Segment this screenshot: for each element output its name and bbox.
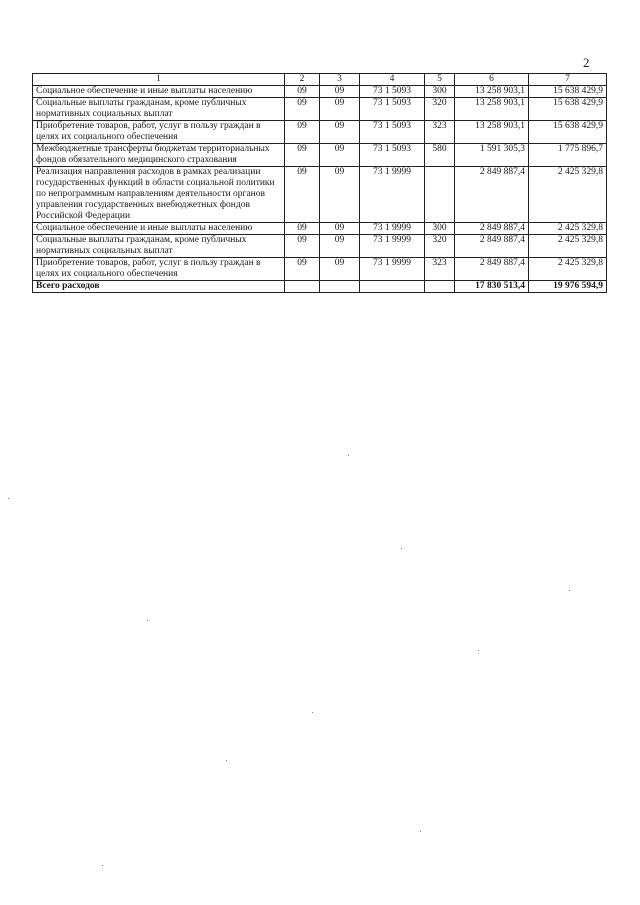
table-row [33, 167, 607, 223]
column-header-6: 6 [455, 74, 529, 86]
empty-cell [285, 281, 320, 293]
row-name: Социальное обеспечение и иные выплаты населению [33, 223, 285, 235]
target-article-code: 73 1 5093 [360, 86, 425, 98]
section-code: 09 [285, 167, 320, 223]
amount-col-6: 13 258 903,1 [455, 86, 529, 98]
table-row [33, 223, 607, 235]
amount-col-6: 13 258 903,1 [455, 98, 529, 121]
amount-col-7: 2 425 329,8 [529, 223, 607, 235]
budget-expenditure-table [32, 73, 607, 293]
section-code: 09 [285, 98, 320, 121]
amount-col-6: 2 849 887,4 [455, 258, 529, 281]
expense-type-code: 320 [425, 235, 455, 258]
section-code: 09 [285, 223, 320, 235]
row-name: Социальные выплаты гражданам, кроме публичных нормативных социальных выплат [33, 98, 285, 121]
column-header-7: 7 [529, 74, 607, 86]
subsection-code: 09 [320, 223, 360, 235]
subsection-code: 09 [320, 167, 360, 223]
subsection-code: 09 [320, 98, 360, 121]
subsection-code: 09 [320, 258, 360, 281]
section-code: 09 [285, 144, 320, 167]
expense-type-code: 320 [425, 98, 455, 121]
expense-type-code [425, 167, 455, 223]
expense-type-code: 323 [425, 121, 455, 144]
subsection-code: 09 [320, 86, 360, 98]
table-row [33, 98, 607, 121]
target-article-code: 73 1 9999 [360, 258, 425, 281]
amount-col-6: 1 591 305,3 [455, 144, 529, 167]
table-row [33, 235, 607, 258]
row-name: Социальные выплаты гражданам, кроме публичных нормативных социальных выплат [33, 235, 285, 258]
row-name: Социальное обеспечение и иные выплаты населению [33, 86, 285, 98]
amount-col-7: 2 425 329,8 [529, 235, 607, 258]
amount-col-7: 2 425 329,8 [529, 258, 607, 281]
header-row [33, 74, 607, 86]
expense-type-code: 580 [425, 144, 455, 167]
amount-col-6: 2 849 887,4 [455, 235, 529, 258]
column-header-1: 1 [33, 74, 285, 86]
total-amount-col-7: 19 976 594,9 [529, 281, 607, 293]
subsection-code: 09 [320, 235, 360, 258]
expense-type-code: 323 [425, 258, 455, 281]
empty-cell [425, 281, 455, 293]
expense-type-code: 300 [425, 223, 455, 235]
expense-type-code: 300 [425, 86, 455, 98]
target-article-code: 73 1 9999 [360, 223, 425, 235]
table-row [33, 121, 607, 144]
row-name: Реализация направления расходов в рамках реализации государственных функций в области социальной политики по непрограммным направлениям деятельности органов управления государственных внебюджетных фондов Российской Федерации [33, 167, 285, 223]
table-row [33, 144, 607, 167]
section-code: 09 [285, 258, 320, 281]
table-body [33, 86, 607, 293]
row-name: Межбюджетные трансферты бюджетам территориальных фондов обязательного медицинского страхования [33, 144, 285, 167]
total-amount-col-6: 17 830 513,4 [455, 281, 529, 293]
amount-col-7: 15 638 429,9 [529, 98, 607, 121]
section-code: 09 [285, 235, 320, 258]
target-article-code: 73 1 5093 [360, 144, 425, 167]
table-header [33, 74, 607, 86]
target-article-code: 73 1 5093 [360, 121, 425, 144]
column-header-5: 5 [425, 74, 455, 86]
row-name: Приобретение товаров, работ, услуг в пользу граждан в целях их социального обеспечения [33, 121, 285, 144]
table-row [33, 258, 607, 281]
amount-col-7: 2 425 329,8 [529, 167, 607, 223]
column-header-3: 3 [320, 74, 360, 86]
amount-col-7: 15 638 429,9 [529, 86, 607, 98]
amount-col-7: 1 775 896,7 [529, 144, 607, 167]
subsection-code: 09 [320, 121, 360, 144]
row-name: Приобретение товаров, работ, услуг в пользу граждан в целях их социального обеспечения [33, 258, 285, 281]
amount-col-6: 2 849 887,4 [455, 223, 529, 235]
section-code: 09 [285, 121, 320, 144]
total-label: Всего расходов [33, 281, 285, 293]
table-row [33, 86, 607, 98]
empty-cell [360, 281, 425, 293]
subsection-code: 09 [320, 144, 360, 167]
column-header-4: 4 [360, 74, 425, 86]
amount-col-6: 13 258 903,1 [455, 121, 529, 144]
target-article-code: 73 1 9999 [360, 235, 425, 258]
amount-col-6: 2 849 887,4 [455, 167, 529, 223]
target-article-code: 73 1 5093 [360, 98, 425, 121]
column-header-2: 2 [285, 74, 320, 86]
total-row [33, 281, 607, 293]
amount-col-7: 15 638 429,9 [529, 121, 607, 144]
section-code: 09 [285, 86, 320, 98]
target-article-code: 73 1 9999 [360, 167, 425, 223]
empty-cell [320, 281, 360, 293]
page-number: 2 [583, 55, 590, 70]
